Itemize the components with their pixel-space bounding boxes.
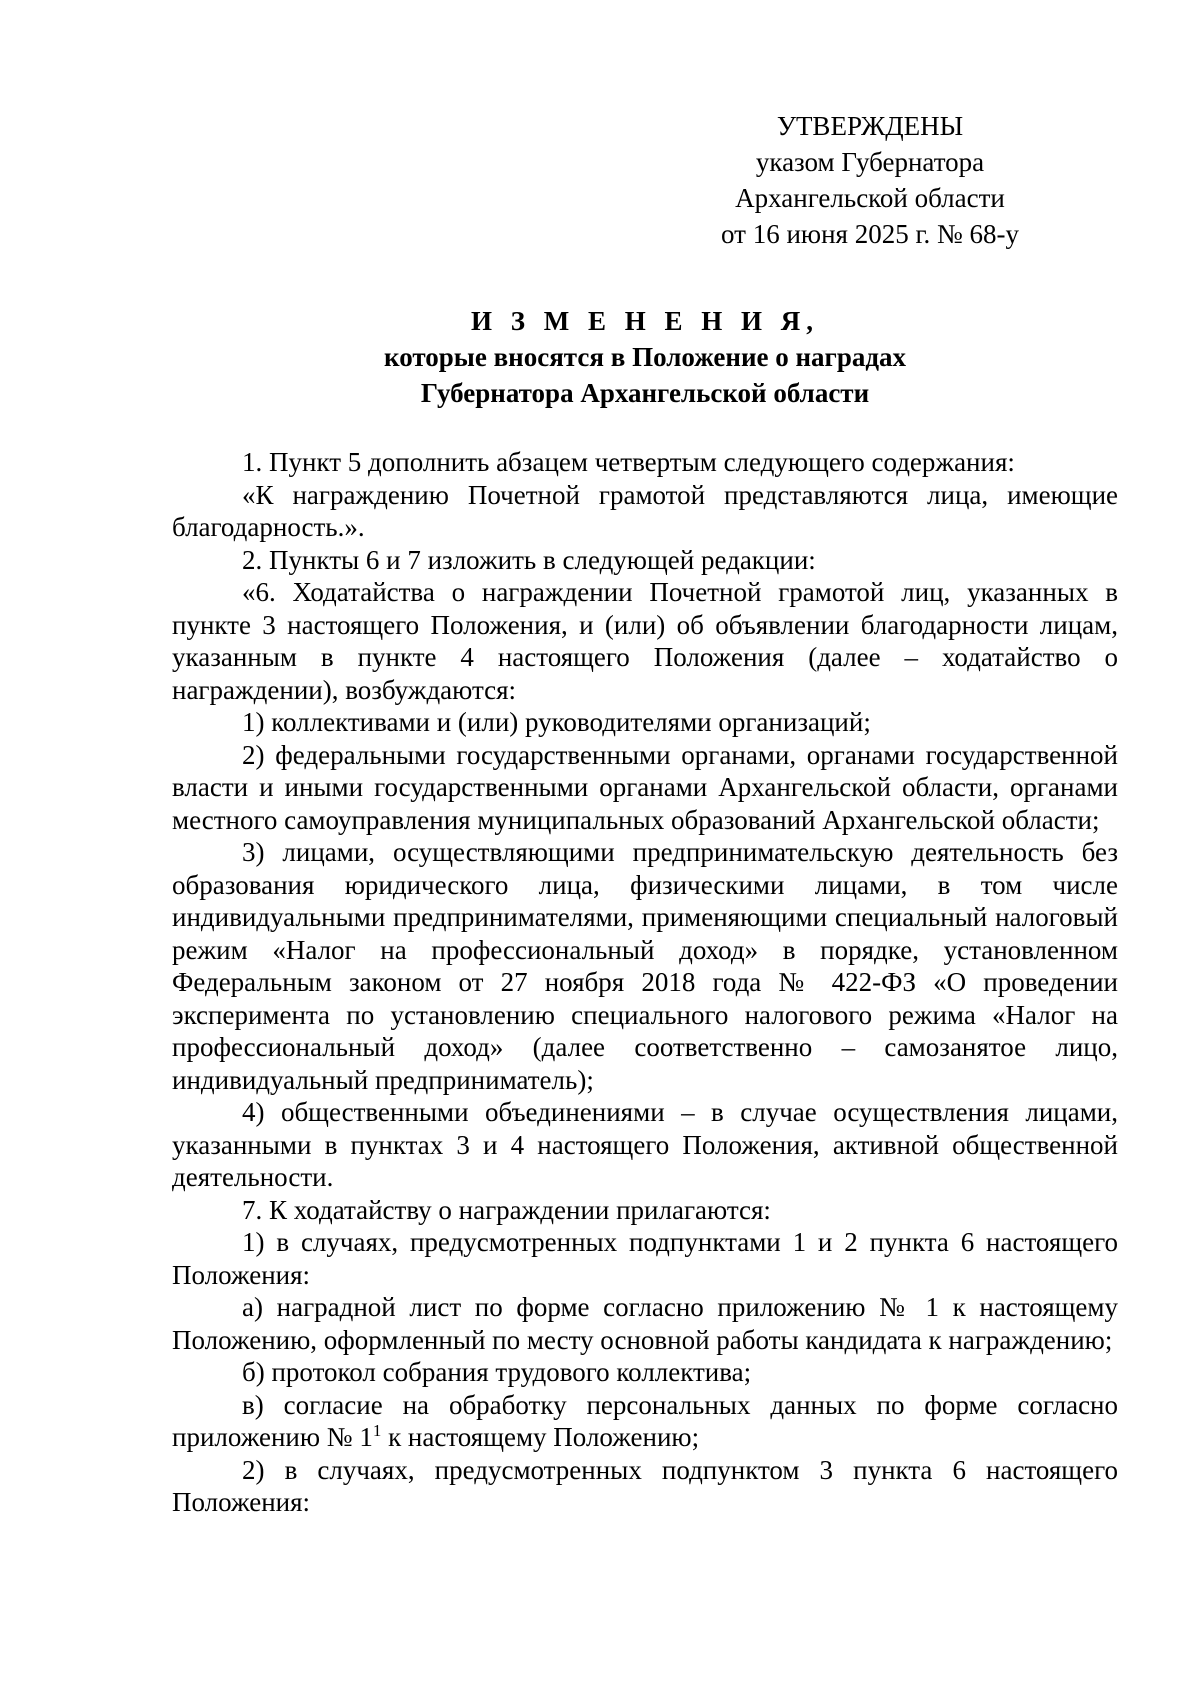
approval-region: Архангельской области xyxy=(735,183,1005,213)
consent-text-end: к настоящему Положению; xyxy=(381,1422,700,1452)
paragraph: 1) в случаях, предусмотренных подпунктами 1 и 2 пункта 6 настоящего Положения: xyxy=(172,1227,1118,1290)
approval-decree: указом Губернатора xyxy=(755,147,985,177)
paragraph: 1. Пункт 5 дополнить абзацем четвертым следующего содержания: xyxy=(242,447,1015,477)
approval-heading: УТВЕРЖДЕНЫ xyxy=(776,111,964,141)
approval-stamp xyxy=(690,108,1050,252)
paragraph: «К награждению Почетной грамотой представляются лица, имеющие благодарность.». xyxy=(172,479,1118,542)
paragraph: 3) лицами, осуществляющими предпринимательскую деятельность без образования юридического лица, физическими лицами, в том числе индивидуальными предпринимателями, применяющими специальный налоговый режим «Налог на профессиональный доход» в порядке, установленном Федеральным законом от 27 ноября 2018 года № 422-ФЗ «О проведении эксперимента по установлению специального налогового режима «Налог на профессиональный доход» (далее соответственно – самозанятое лицо, индивидуальный предприниматель); xyxy=(172,837,1118,1095)
title-subline-2: Губернатора Архангельской области xyxy=(420,378,870,408)
approval-date: от 16 июня 2025 г. № 68-у xyxy=(721,219,1019,249)
document-body xyxy=(172,446,1118,1519)
paragraph: 2. Пункты 6 и 7 изложить в следующей редакции: xyxy=(242,544,816,575)
paragraph: 2) в случаях, предусмотренных подпунктом 3 пункта 6 настоящего Положения: xyxy=(172,1454,1118,1517)
consent-text: в) согласие на обработку персональных данных по форме согласно приложению № 1 xyxy=(172,1389,1118,1452)
paragraph: 2) федеральными государственными органами, органами государственной власти и иными государственными органами Архангельской области, органами местного самоуправления муниципальных образований Архангельской области; xyxy=(172,739,1118,835)
consent-paragraph xyxy=(172,1389,1118,1454)
paragraph: 7. К ходатайству о награждении прилагаются: xyxy=(242,1194,771,1225)
paragraph: а) наградной лист по форме согласно приложению № 1 к настоящему Положению, оформленный по месту основной работы кандидата к награждению; xyxy=(172,1292,1118,1355)
paragraph: «6. Ходатайства о награждении Почетной грамотой лиц, указанных в пункте 3 настоящего Положения, и (или) об объявлении благодарности лицам, указанным в пункте 4 настоящего Положения (далее – ходатайство о награждении), возбуждаются: xyxy=(172,577,1118,705)
paragraph: б) протокол собрания трудового коллектива; xyxy=(242,1357,752,1387)
consent-superscript: 1 xyxy=(372,1421,382,1440)
paragraph: 4) общественными объединениями – в случае осуществления лицами, указанными в пунктах 3 и 4 настоящего Положения, активной общественной деятельности. xyxy=(172,1097,1118,1192)
paragraph: 1) коллективами и (или) руководителями организаций; xyxy=(242,707,871,737)
document-title xyxy=(172,303,1118,411)
title-subline: которые вносятся в Положение о наградах xyxy=(384,342,906,372)
title-heading: И З М Е Н Е Н И Я, xyxy=(470,306,819,336)
